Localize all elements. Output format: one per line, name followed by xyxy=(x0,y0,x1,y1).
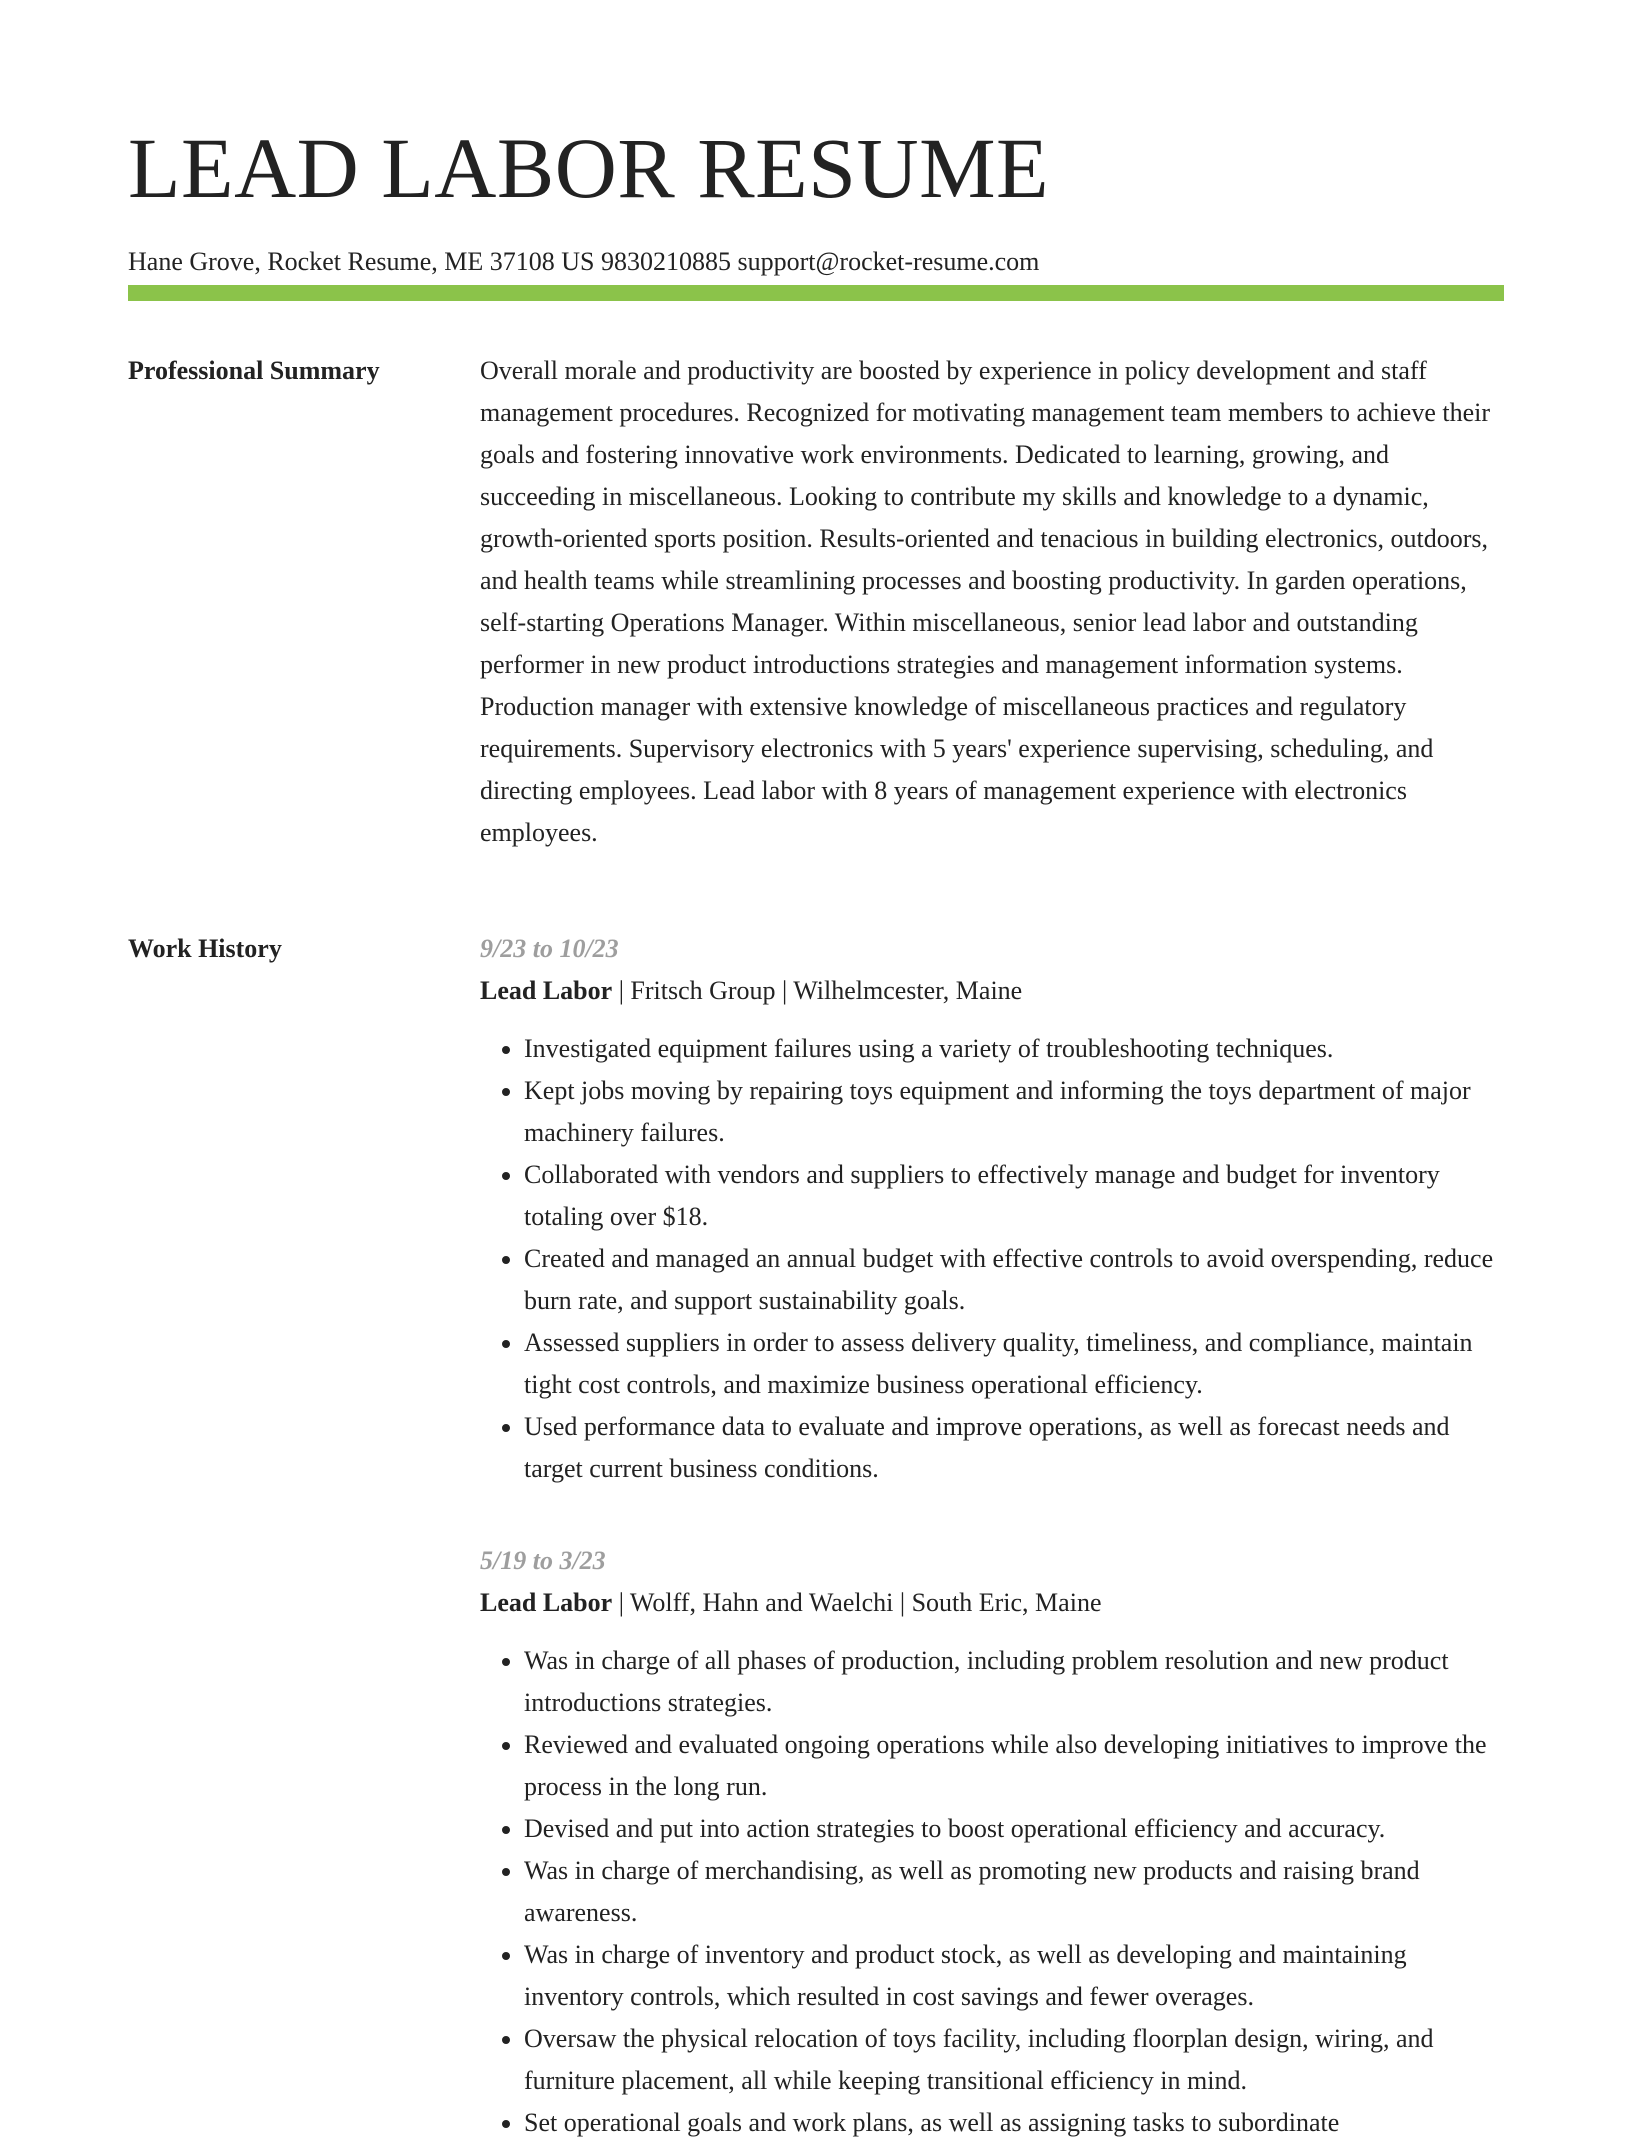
job-entry xyxy=(480,1540,1506,2144)
job-details: | Fritsch Group | Wilhelmcester, Maine xyxy=(612,976,1023,1005)
job-bullet: • Set operational goals and work plans, as well as assigning tasks to subordinate xyxy=(524,2102,1506,2144)
job-bullet: • Created and managed an annual budget with effective controls to avoid overspending, reduce burn rate, and support sustainability goals. xyxy=(524,1238,1506,1322)
summary-body xyxy=(480,350,1506,854)
job-title: Lead Labor xyxy=(480,1588,613,1617)
job-bullet: • Was in charge of merchandising, as well as promoting new products and raising brand awareness. xyxy=(524,1850,1506,1934)
job-details: | Wolff, Hahn and Waelchi | South Eric, Maine xyxy=(612,1588,1102,1617)
job-bullet: • Kept jobs moving by repairing toys equipment and informing the toys department of major machinery failures. xyxy=(524,1070,1506,1154)
work-history-label: Work History xyxy=(128,934,282,963)
work-history-body xyxy=(480,928,1506,2144)
job-dates: 9/23 to 10/23 xyxy=(480,934,619,963)
job-bullet: • Was in charge of all phases of production, including problem resolution and new product introductions strategies. xyxy=(524,1640,1506,1724)
summary-text: Overall morale and productivity are boosted by experience in policy development and staff management procedures. Recognized for motivating management team members to achieve their goals and fostering innovative work environments. Dedicated to learning, growing, and succeeding in miscellaneous. Looking to contribute my skills and knowledge to a dynamic, growth-oriented sports position. Results-oriented and tenacious in building electronics, outdoors, and health teams while streamlining processes and boosting productivity. In garden operations, self-starting Operations Manager. Within miscellaneous, senior lead labor and outstanding performer in new product introductions strategies and management information systems. Production manager with extensive knowledge of miscellaneous practices and regulatory requirements. Supervisory electronics with 5 years' experience supervising, scheduling, and directing employees. Lead labor with 8 years of management experience with electronics employees. xyxy=(480,356,1491,847)
job-bullet: • Assessed suppliers in order to assess delivery quality, timeliness, and compliance, maintain tight cost controls, and maximize business operational efficiency. xyxy=(524,1322,1506,1406)
job-bullet: • Oversaw the physical relocation of toys facility, including floorplan design, wiring, and furniture placement, all while keeping transitional efficiency in mind. xyxy=(524,2018,1506,2102)
job-heading xyxy=(480,970,1506,1012)
job-bullet: • Investigated equipment failures using a variety of troubleshooting techniques. xyxy=(524,1028,1506,1070)
job-bullets xyxy=(480,1640,1506,2144)
job-bullet: • Reviewed and evaluated ongoing operations while also developing initiatives to improve the process in the long run. xyxy=(524,1724,1506,1808)
job-heading xyxy=(480,1582,1506,1624)
contact-line xyxy=(128,246,1504,278)
job-bullet: • Collaborated with vendors and suppliers to effectively manage and budget for inventory totaling over $18. xyxy=(524,1154,1506,1238)
job-entry xyxy=(480,928,1506,1490)
contact-email: support@rocket-resume.com xyxy=(737,247,1040,276)
job-dates: 5/19 to 3/23 xyxy=(480,1546,606,1575)
job-title: Lead Labor xyxy=(480,976,613,1005)
job-bullet: • Was in charge of inventory and product stock, as well as developing and maintaining inventory controls, which resulted in cost savings and fewer overages. xyxy=(524,1934,1506,2018)
resume-header xyxy=(128,118,1504,278)
page-title: LEAD LABOR RESUME xyxy=(128,120,1050,216)
header-divider xyxy=(128,285,1504,301)
contact-address: Hane Grove, Rocket Resume, ME 37108 US xyxy=(128,247,595,276)
job-bullets xyxy=(480,1028,1506,1490)
job-bullet: • Used performance data to evaluate and improve operations, as well as forecast needs and target current business conditions. xyxy=(524,1406,1506,1490)
job-bullet: • Devised and put into action strategies to boost operational efficiency and accuracy. xyxy=(524,1808,1506,1850)
summary-label: Professional Summary xyxy=(128,356,380,385)
contact-phone: 9830210885 xyxy=(600,247,731,276)
